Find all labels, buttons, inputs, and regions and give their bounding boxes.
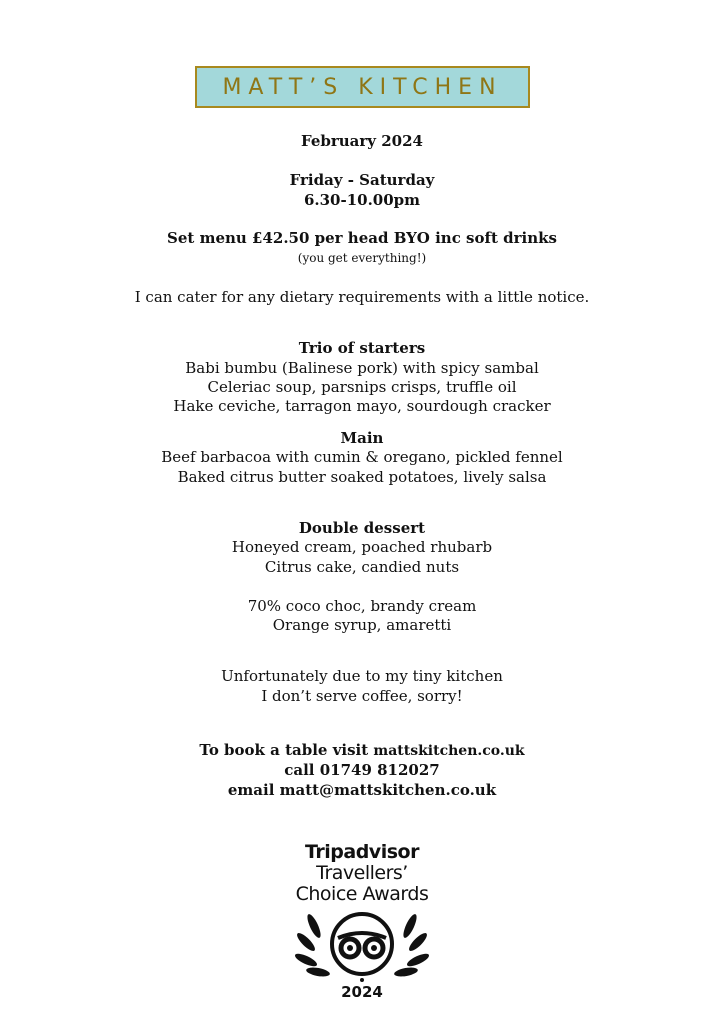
tripadvisor-owl-laurel-icon: [292, 908, 432, 988]
booking-email[interactable]: email matt@mattskitchen.co.uk: [227, 781, 497, 799]
starters-title: Trio of starters: [298, 339, 426, 357]
price: Set menu £42.50 per head BYO inc soft drinks: [167, 229, 557, 247]
menu-item: Citrus cake, candied nuts: [264, 558, 460, 576]
menu-item: Hake ceviche, tarragon mayo, sourdough cracker: [173, 397, 551, 415]
main-title: Main: [340, 429, 384, 447]
award-brand: Tripadvisor: [305, 841, 419, 863]
award-year: 2024: [341, 983, 383, 1001]
coffee-note: I don’t serve coffee, sorry!: [261, 687, 463, 705]
award-line: Travellers’: [316, 862, 408, 884]
award-line: Choice Awards: [295, 883, 429, 905]
booking-phone[interactable]: call 01749 812027: [284, 761, 440, 779]
menu-item: Orange syrup, amaretti: [272, 616, 452, 634]
menu-item: Beef barbacoa with cumin & oregano, pickled fennel: [161, 448, 563, 466]
website-link[interactable]: mattskitchen.co.uk: [373, 743, 525, 759]
menu-item: Celeriac soup, parsnips crisps, truffle oil: [207, 378, 517, 396]
price-note: (you get everything!): [297, 251, 427, 265]
days: Friday - Saturday: [289, 171, 435, 189]
booking-line: To book a table visit mattskitchen.co.uk: [199, 741, 525, 759]
dessert-title: Double dessert: [298, 519, 426, 537]
matts-kitchen-logo: [195, 66, 530, 108]
menu-item: Baked citrus butter soaked potatoes, lively salsa: [177, 468, 547, 486]
menu-item: Honeyed cream, poached rhubarb: [231, 538, 493, 556]
logo-text: MATT’S KITCHEN: [222, 74, 503, 100]
menu-item: Babi bumbu (Balinese pork) with spicy sambal: [185, 359, 539, 377]
menu-item: 70% coco choc, brandy cream: [247, 597, 477, 615]
tripadvisor-award: [270, 841, 454, 905]
coffee-note: Unfortunately due to my tiny kitchen: [221, 667, 503, 685]
hours: 6.30-10.00pm: [303, 191, 421, 209]
month: February 2024: [301, 132, 423, 150]
dietary-note: I can cater for any dietary requirements with a little notice.: [134, 288, 590, 306]
